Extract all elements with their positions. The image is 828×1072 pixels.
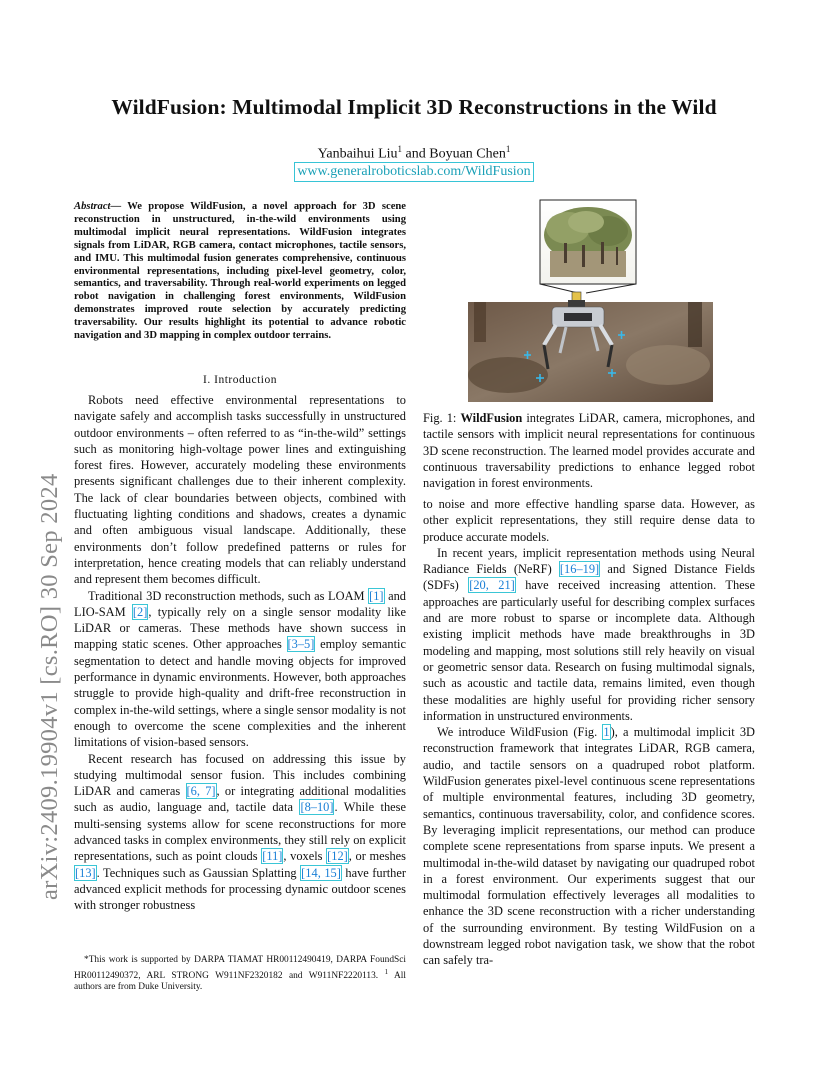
- text-run: employ semantic segmentation to detect and handle moving objects for improved performance in dynamic environments. However, both approaches struggle to provide high-quality and drift-free reconstruction in complex in-the-wild settings, where a single sensor modality is not enough to overcome the scene complexities and the inherent limitations of vision-based sensors.: [74, 637, 406, 750]
- text-run: Traditional 3D reconstruction methods, such as LOAM: [88, 588, 369, 603]
- text-run: Recent research has focused on addressing this issue by studying multimodal sensor fusion. This includes combining LiDAR and cameras: [74, 751, 406, 799]
- point-cloud-inset: [540, 200, 636, 284]
- figure-1-image: [468, 195, 713, 402]
- citation-link[interactable]: [3–5]: [287, 637, 315, 652]
- figure-label: Fig. 1:: [423, 411, 461, 425]
- abstract-label: Abstract: [74, 201, 111, 212]
- author-conjunction: and: [405, 146, 426, 162]
- paragraph: [423, 545, 755, 724]
- paper-title: WildFusion: Multimodal Implicit 3D Reconstructions in the Wild: [111, 95, 717, 119]
- citation-link[interactable]: [14, 15]: [301, 865, 341, 880]
- footnote: [74, 955, 406, 994]
- author-line: [0, 144, 828, 163]
- citation-link[interactable]: [6, 7]: [186, 784, 216, 799]
- citation-link[interactable]: [16–19]: [559, 562, 600, 577]
- footnote-affiliation: All authors are from Duke University.: [74, 970, 406, 993]
- figure-caption: [423, 410, 755, 491]
- affiliation-mark: 1: [505, 144, 511, 154]
- citation-link[interactable]: [8–10]: [300, 800, 334, 815]
- paragraph: to noise and more effective handling sparse data. However, as other explicit representations, they still require dense data to produce accurate models.: [423, 497, 755, 544]
- text-run: . While these multi-sensing systems allow for scene reconstructions for more advanced tasks in complex environments, they still rely on explicit representations, such as point clouds: [74, 800, 406, 864]
- left-column: [74, 392, 406, 914]
- text-run: , or integrating additional modalities such as audio, language and, tactile data: [74, 784, 406, 815]
- abstract-text: — We propose WildFusion, a novel approach for 3D scene reconstruction in unstructured, in-the-wild environments using multimodal implicit neural representations. WildFusion integrates signals from LiDAR, RGB camera, contact microphones, tactile sensors, and IMU. This multimodal fusion generates comprehensive, continuous environmental representations, including pixel-level geometry, color, semantics, and traversability. Through real-world experiments on legged robot navigation in challenging forest environments, WildFusion demonstrates improved route selection by accurately predicting traversability. Our results highlight its potential to advance robotic navigation and 3D mapping in complex outdoor terrains.: [74, 201, 406, 342]
- citation-link[interactable]: [12]: [327, 849, 348, 864]
- author-name: Yanbaihui Liu: [317, 146, 398, 162]
- caption-text: integrates LiDAR, camera, microphones, and tactile sensors with implicit neural representations for continuous 3D scene reconstruction. The learned model provides accurate and continuous traversability predictions to enhance legged robot navigation in forest environments.: [423, 411, 755, 491]
- text-run: ), a multimodal implicit 3D reconstruction framework that integrates LiDAR, RGB camera, audio, and tactile sensors on a quadruped robot platform. WildFusion generates pixel-level continuous scene representations of multiple environmental features, including 3D geometry, semantics, continuous traversability, color, and confidence scores. By leveraging implicit representations, our method can produce complete scene representations from sparse inputs. We present a multimodal in-the-wild dataset by navigating our quadruped robot in a forest environment. Our experiments suggest that our multimodal formulation effectively leverages all modalities to enhance the 3D scene reconstruction with a richer understanding of the surrounding environment. By testing WildFusion on a downstream legged robot navigation task, we show that the robot can safely tra-: [423, 725, 756, 968]
- inset-connector-lines: [540, 284, 636, 293]
- abstract: [74, 201, 406, 343]
- paragraph: [423, 724, 755, 968]
- text-run: , or meshes: [348, 849, 406, 864]
- project-url-link[interactable]: www.generalroboticslab.com/WildFusion: [294, 162, 533, 182]
- footnote-funding: *This work is supported by DARPA TIAMAT HR00112490419, DARPA FoundSci HR00112490372, ARL STRONG W911NF2320182 and W911NF2220113.: [74, 955, 406, 981]
- arxiv-identifier: arXiv:2409.19904v1 [cs.RO] 30 Sep 2024: [36, 473, 63, 900]
- figure-reference-link[interactable]: 1: [603, 725, 610, 740]
- citation-link[interactable]: [2]: [132, 604, 148, 619]
- text-run: . Techniques such as Gaussian Splatting: [96, 865, 301, 880]
- author-name: Boyuan Chen: [429, 146, 506, 162]
- text-run: , voxels: [283, 849, 327, 864]
- text-run: and LIO-SAM: [74, 588, 406, 619]
- citation-link[interactable]: [20, 21]: [469, 578, 515, 593]
- right-column: [423, 496, 755, 969]
- text-run: and Signed Distance Fields (SDFs): [423, 562, 755, 593]
- affiliation-mark: 1: [384, 967, 389, 976]
- paragraph: [74, 751, 406, 914]
- text-run: We introduce WildFusion (Fig.: [437, 725, 603, 740]
- figure-name: WildFusion: [460, 411, 523, 425]
- citation-link[interactable]: [1]: [369, 588, 384, 603]
- url-line: [0, 162, 828, 182]
- text-run: have received increasing attention. These approaches are particularly useful for describing complex surfaces and are more robust to sparse or incomplete data. Although existing implicit methods have made breakthroughs in 3D modeling and mapping, most solutions still rely heavily on visual or geometric sensor data. Research on fusing multimodal signals, such as acoustic and tactile data, remains limited, even though these modalities are highly useful for providing richer sensory information in unstructured environments.: [423, 578, 755, 723]
- affiliation-mark: 1: [397, 144, 403, 154]
- footnote-text: [74, 955, 406, 994]
- citation-link[interactable]: [13]: [75, 865, 96, 880]
- paragraph: Robots need effective environmental representations to navigate safely and accomplish tasks successfully in unstructured outdoor environments – often referred to as “in-the-wild” settings such as monitoring high-voltage power lines and extinguishing forest fires. However, accurately modeling these environments presents significant challenges due to their inherent complexity. The lack of clear boundaries between objects, combined with fluctuating lighting conditions and shadows, creates a dynamic and often ambiguous visual landscape. Additionally, these environments don’t follow predefined patterns or rules for interpretation, hence creating models that can reliably understand and represent them becomes difficult.: [74, 393, 406, 587]
- text-run: , typically rely on a single sensor modality like LiDAR or cameras. These methods have shown success in mapping static scenes. Other approaches: [74, 604, 406, 652]
- text-run: have further advanced explicit methods for processing dynamic outdoor scenes with stronger robustness: [74, 865, 407, 913]
- text-run: In recent years, implicit representation methods using Neural Radiance Fields (NeRF): [423, 545, 755, 577]
- paragraph: [74, 588, 406, 751]
- section-heading: I. Introduction: [203, 374, 277, 386]
- citation-link[interactable]: [11]: [262, 849, 283, 864]
